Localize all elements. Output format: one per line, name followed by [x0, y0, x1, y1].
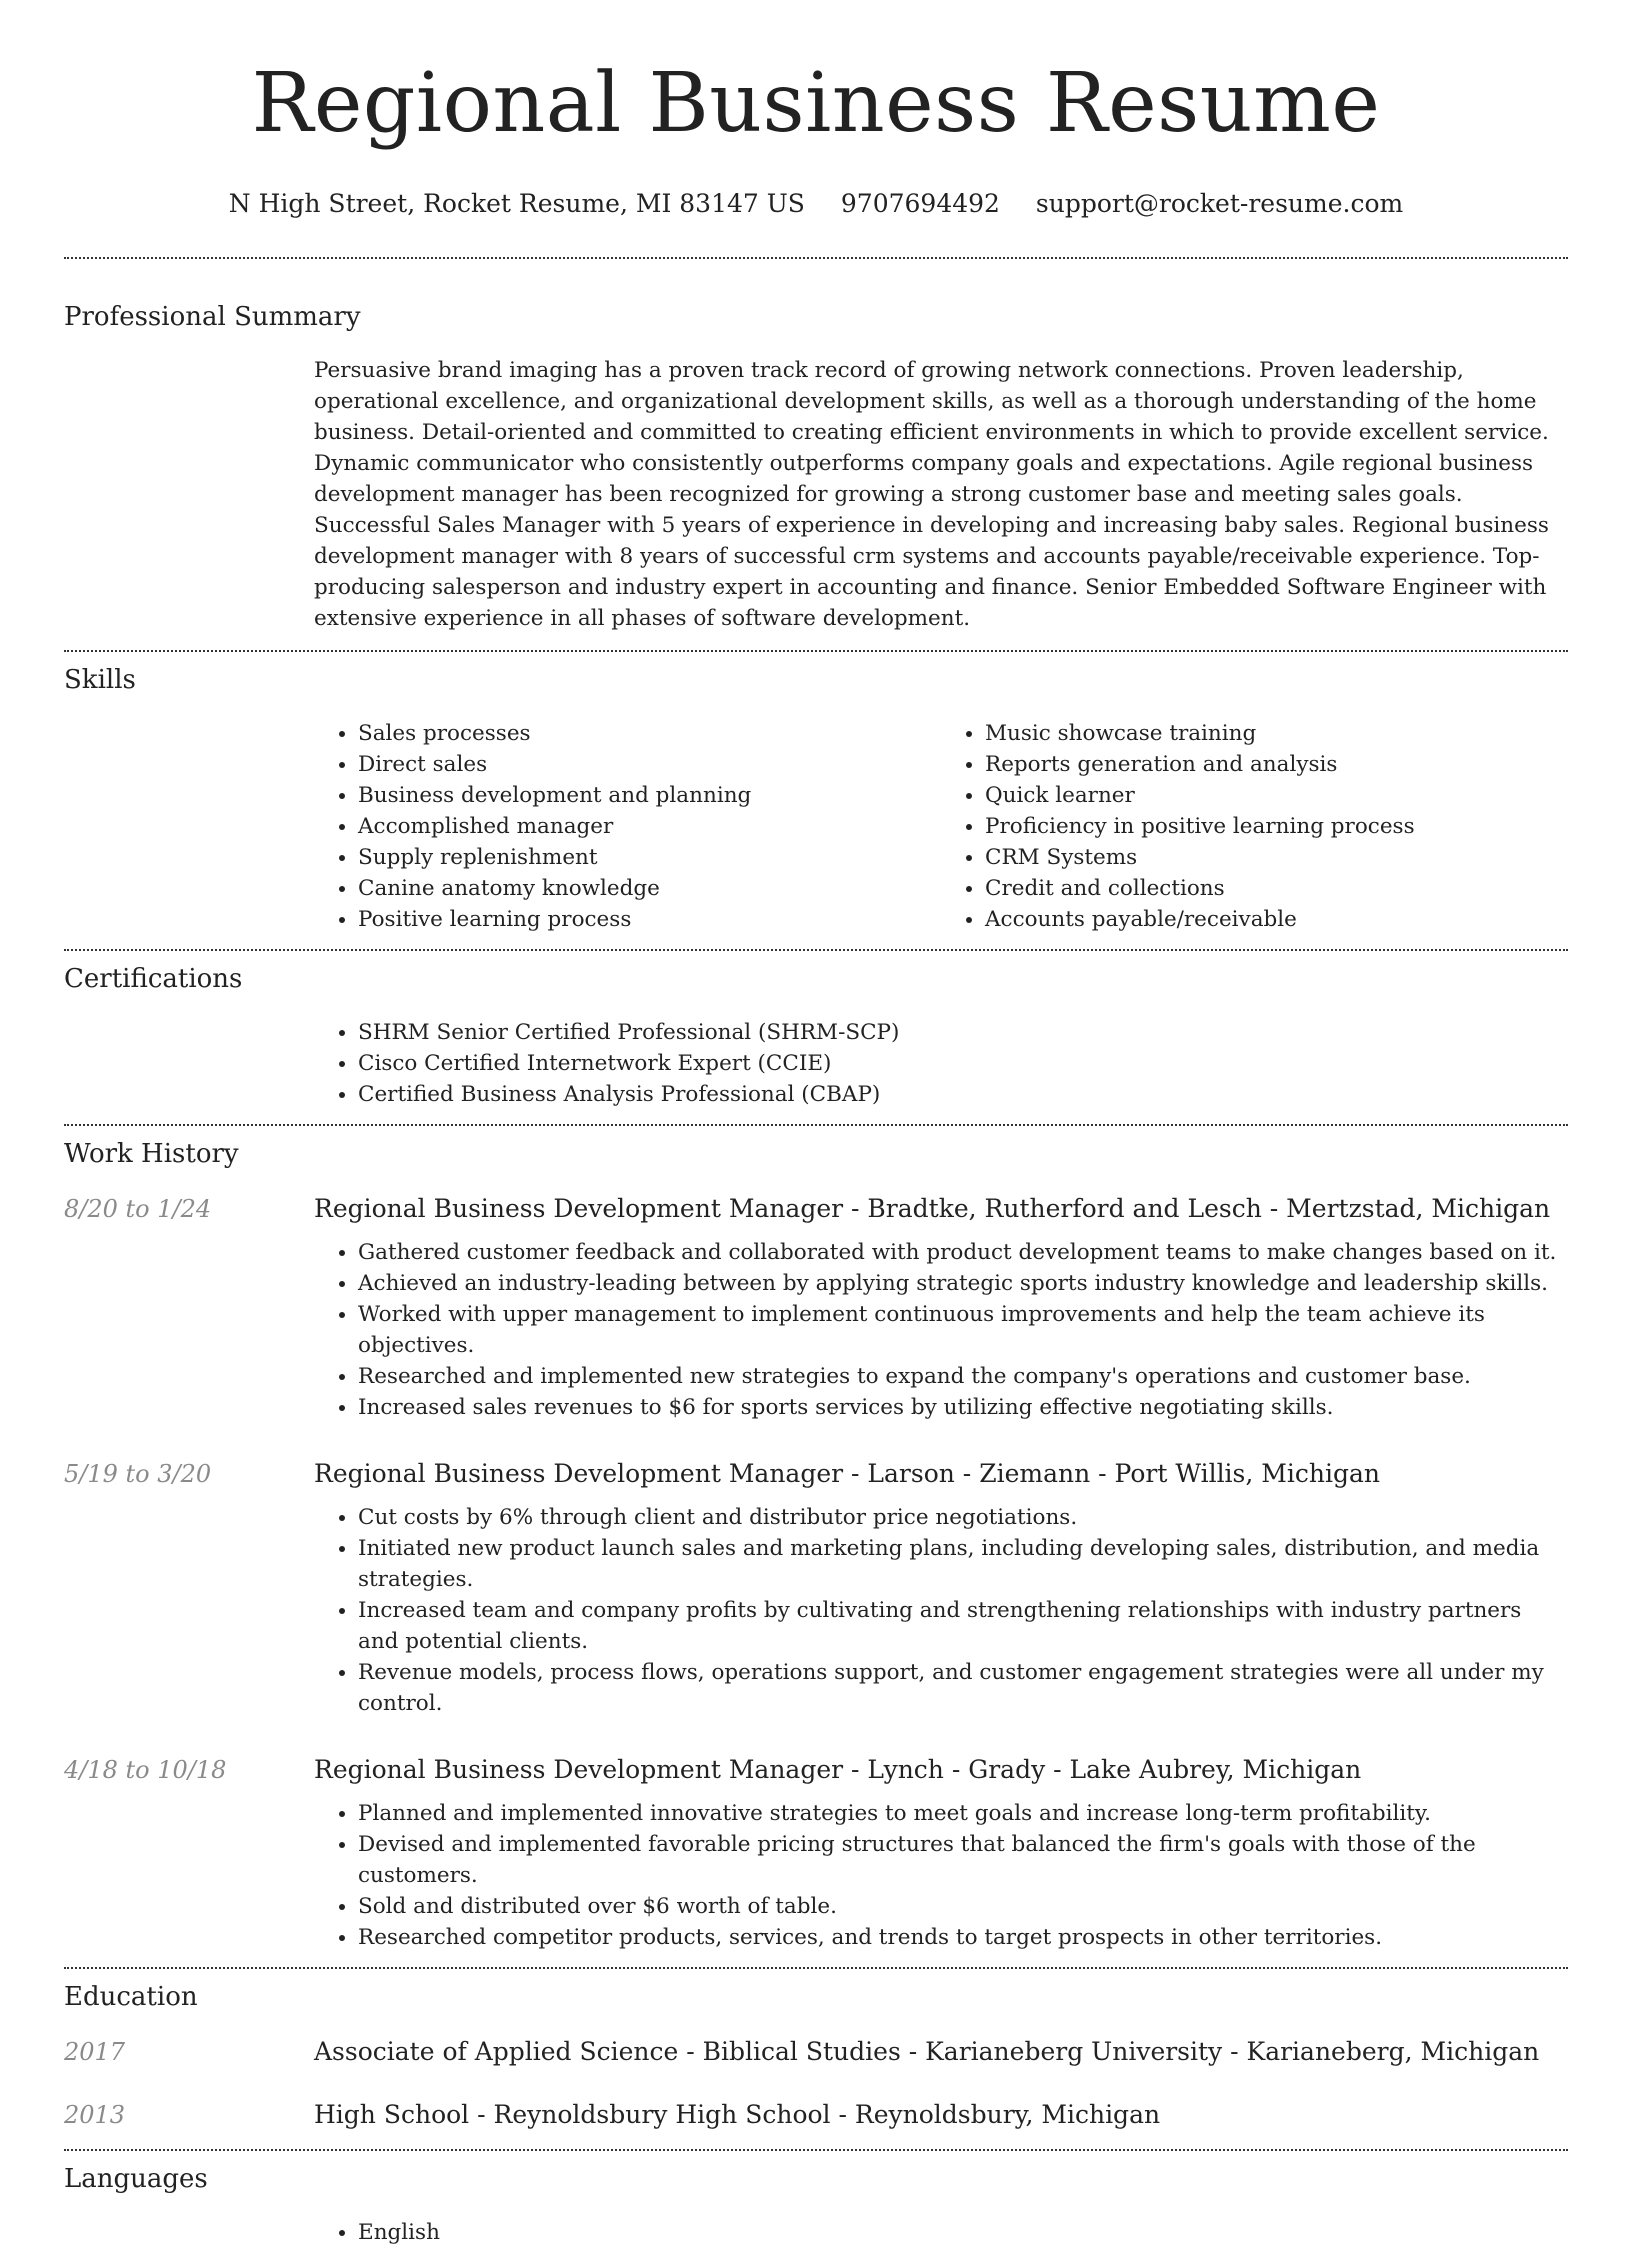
- certifications-content: [314, 1017, 1568, 1110]
- skill-item: • Music showcase training: [985, 718, 1568, 749]
- job-header: [64, 1194, 1568, 1223]
- certifications-heading: Certifications: [64, 964, 243, 994]
- job-bullets-wrap: [314, 1237, 1568, 1423]
- education-line: [314, 2037, 1539, 2066]
- education-year: 2017: [64, 2038, 126, 2066]
- education-entry: [64, 2037, 1568, 2066]
- contact-address: N High Street, Rocket Resume, MI 83147 US: [228, 189, 805, 218]
- job-bullets: [314, 1237, 1568, 1423]
- education-heading: Education: [64, 1982, 198, 2012]
- contact-email: support@rocket-resume.com: [1035, 189, 1404, 218]
- education-details: - Karianeberg University - Karianeberg, Michigan: [900, 2037, 1540, 2066]
- job-details: - Bradtke, Rutherford and Lesch - Mertzstad, Michigan: [843, 1194, 1551, 1223]
- job-bullet: • Achieved an industry-leading between by applying strategic sports industry knowledge and leadership skills.: [358, 1268, 1568, 1299]
- skill-item: • Quick learner: [985, 780, 1568, 811]
- job-bullet: • Increased team and company profits by cultivating and strengthening relationships with industry partners and potential clients.: [358, 1595, 1568, 1657]
- job-bullet: • Researched and implemented new strategies to expand the company's operations and customer base.: [358, 1361, 1568, 1392]
- job-bullets: [314, 1502, 1568, 1719]
- education-entry: [64, 2100, 1568, 2129]
- skill-item: • Canine anatomy knowledge: [358, 873, 941, 904]
- education-degree: Associate of Applied Science - Biblical Studies: [314, 2037, 901, 2066]
- job-title-line: [314, 1459, 1380, 1488]
- job-bullet: • Sold and distributed over $6 worth of table.: [358, 1891, 1568, 1922]
- work-heading: Work History: [64, 1139, 239, 1169]
- skills-columns: [314, 718, 1568, 935]
- job-bullet: • Cut costs by 6% through client and distributor price negotiations.: [358, 1502, 1568, 1533]
- languages-heading: Languages: [64, 2164, 208, 2194]
- skill-item: • Reports generation and analysis: [985, 749, 1568, 780]
- job-title: Regional Business Development Manager: [314, 1755, 844, 1784]
- skill-item: • Sales processes: [358, 718, 941, 749]
- job-title-line: [314, 1755, 1361, 1784]
- certification-item: • Cisco Certified Internetwork Expert (CCIE): [358, 1048, 1568, 1079]
- skills-heading: Skills: [64, 665, 136, 695]
- contact-phone: 9707694492: [840, 189, 1000, 218]
- languages-list: [314, 2217, 1568, 2248]
- job-bullets-wrap: [314, 1502, 1568, 1719]
- job-bullets-wrap: [314, 1798, 1568, 1953]
- resume-title: Regional Business Resume: [251, 56, 1381, 151]
- job-details: - Larson - Ziemann - Port Willis, Michigan: [843, 1459, 1380, 1488]
- job-bullet: • Initiated new product launch sales and marketing plans, including developing sales, distribution, and media strategies.: [358, 1533, 1568, 1595]
- education-line: [314, 2100, 1160, 2129]
- job-dates: 8/20 to 1/24: [64, 1195, 212, 1223]
- skills-section: [0, 652, 1632, 935]
- job-bullet: • Increased sales revenues to $6 for sports services by utilizing effective negotiating skills.: [358, 1392, 1568, 1423]
- skill-item: • Accounts payable/receivable: [985, 904, 1568, 935]
- summary-heading: Professional Summary: [64, 302, 361, 332]
- job-bullet: • Devised and implemented favorable pricing structures that balanced the firm's goals with those of the customers.: [358, 1829, 1568, 1891]
- certification-item: • SHRM Senior Certified Professional (SHRM-SCP): [358, 1017, 1568, 1048]
- certification-item: • Certified Business Analysis Professional (CBAP): [358, 1079, 1568, 1110]
- skill-item: • Direct sales: [358, 749, 941, 780]
- job-title-line: [314, 1194, 1550, 1223]
- job-entry: [64, 1755, 1568, 1953]
- skill-item: • Credit and collections: [985, 873, 1568, 904]
- job-bullet: • Planned and implemented innovative strategies to meet goals and increase long-term profitability.: [358, 1798, 1568, 1829]
- education-section: [0, 1969, 1632, 2129]
- contact-info: [0, 188, 1632, 220]
- skill-item: • Positive learning process: [358, 904, 941, 935]
- job-entry: [64, 1194, 1568, 1423]
- education-details: - Reynoldsbury High School - Reynoldsbury, Michigan: [469, 2100, 1161, 2129]
- job-header: [64, 1459, 1568, 1488]
- job-details: - Lynch - Grady - Lake Aubrey, Michigan: [843, 1755, 1362, 1784]
- job-dates: 5/19 to 3/20: [64, 1460, 212, 1488]
- job-dates: 4/18 to 10/18: [64, 1756, 227, 1784]
- certifications-list: [314, 1017, 1568, 1110]
- job-bullet: • Gathered customer feedback and collaborated with product development teams to make changes based on it.: [358, 1237, 1568, 1268]
- job-bullet: • Researched competitor products, services, and trends to target prospects in other territories.: [358, 1922, 1568, 1953]
- languages-section: [0, 2151, 1632, 2248]
- skill-item: • Supply replenishment: [358, 842, 941, 873]
- job-bullets: [314, 1798, 1568, 1953]
- skill-item: • Business development and planning: [358, 780, 941, 811]
- job-title: Regional Business Development Manager: [314, 1194, 844, 1223]
- skill-item: • Accomplished manager: [358, 811, 941, 842]
- language-item: • English: [358, 2217, 1568, 2248]
- job-title: Regional Business Development Manager: [314, 1459, 844, 1488]
- education-year: 2013: [64, 2101, 126, 2129]
- job-bullet: • Revenue models, process flows, operations support, and customer engagement strategies were all under my control.: [358, 1657, 1568, 1719]
- languages-content: [314, 2217, 1568, 2248]
- summary-section: [0, 259, 1632, 634]
- skill-item: • CRM Systems: [985, 842, 1568, 873]
- skills-list-right: [941, 718, 1568, 935]
- education-degree: High School: [314, 2100, 470, 2129]
- certifications-section: [0, 951, 1632, 1110]
- job-bullet: • Worked with upper management to implement continuous improvements and help the team achieve its objectives.: [358, 1299, 1568, 1361]
- skills-list-left: [314, 718, 941, 935]
- summary-text: Persuasive brand imaging has a proven track record of growing network connections. Proven leadership, operational excellence, and organizational development skills, as well as a thorough understanding of the home business. Detail-oriented and committed to creating efficient environments in which to provide excellent service. Dynamic communicator who consistently outperforms company goals and expectations. Agile regional business development manager has been recognized for growing a strong customer base and meeting sales goals. Successful Sales Manager with 5 years of experience in developing and increasing baby sales. Regional business development manager with 8 years of successful crm systems and accounts payable/receivable experience. Top-producing salesperson and industry expert in accounting and finance. Senior Embedded Software Engineer with extensive experience in all phases of software development.: [314, 358, 1549, 631]
- skill-item: • Proficiency in positive learning process: [985, 811, 1568, 842]
- work-section: [0, 1126, 1632, 1953]
- job-entry: [64, 1459, 1568, 1719]
- job-header: [64, 1755, 1568, 1784]
